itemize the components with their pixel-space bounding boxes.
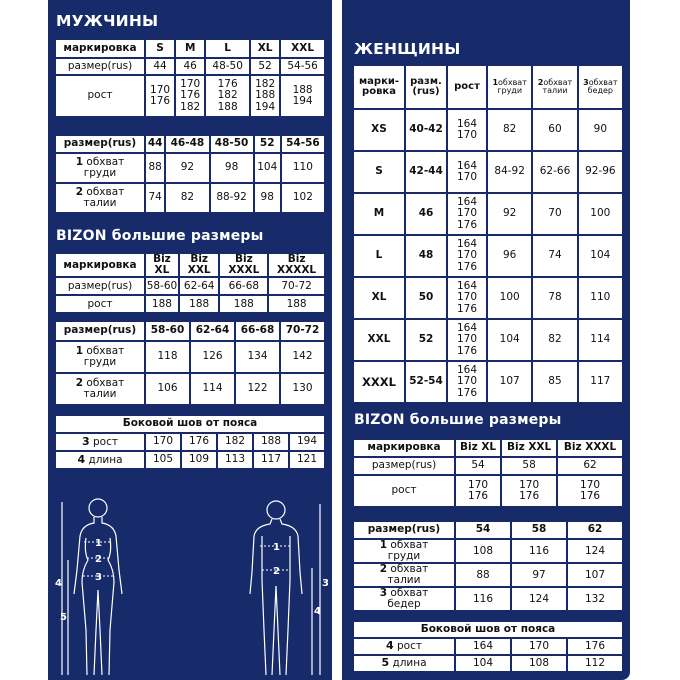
hips-cell: 110	[579, 278, 622, 318]
mark-cell: L	[354, 236, 404, 276]
height-cell: 170 176	[558, 476, 622, 506]
mark-cell: M	[354, 194, 404, 234]
mark-cell: XXXL	[354, 362, 404, 402]
chest-cell: 108	[456, 540, 510, 562]
chest-header: 1обхват груди	[488, 66, 531, 108]
chest-cell: 107	[488, 362, 531, 402]
size-cell: 40-42	[406, 110, 446, 150]
height-cell: 170 176	[502, 476, 556, 506]
size-cell: 70-72	[281, 322, 324, 340]
men-panel	[48, 0, 332, 680]
size-cell: 54-56	[281, 59, 324, 74]
hips-header: 3обхват бедер	[579, 66, 622, 108]
male-label-3: 3	[322, 578, 329, 589]
size-cell: 62	[568, 522, 622, 538]
chest-cell: 82	[488, 110, 531, 150]
chest-label: 1 обхват груди	[354, 540, 454, 562]
marking-label: маркировка	[354, 440, 454, 456]
men-size-table	[54, 38, 326, 118]
hips-cell: 114	[579, 320, 622, 360]
height-cell: 176	[182, 434, 216, 450]
waist-label: 2 обхват талии	[56, 374, 144, 404]
size-cell: 46-48	[166, 136, 208, 152]
female-label-1: 1	[95, 538, 102, 549]
waist-cell: 74	[533, 236, 576, 276]
size-cell: 62	[558, 458, 622, 474]
female-figure-icon	[50, 490, 160, 680]
height-label: 3 рост	[56, 434, 144, 450]
female-label-4: 4	[55, 578, 62, 589]
men-measure-table	[54, 134, 326, 214]
height-cell: 176 182 188	[206, 76, 249, 116]
mark-cell: XXL	[281, 40, 324, 57]
size-cell: 44	[146, 59, 174, 74]
height-cell: 188 194	[281, 76, 324, 116]
chest-cell: 96	[488, 236, 531, 276]
size-cell: 48-50	[211, 136, 253, 152]
chest-cell: 88	[146, 154, 164, 182]
men-bizon-title: BIZON большие размеры	[56, 228, 264, 244]
height-header: рост	[448, 66, 486, 108]
women-bizon-title: BIZON большие размеры	[354, 412, 562, 428]
size-label: размер(rus)	[56, 278, 144, 294]
chest-cell: 92	[488, 194, 531, 234]
hips-cell: 100	[579, 194, 622, 234]
size-cell: 52	[406, 320, 446, 360]
hips-cell: 104	[579, 236, 622, 276]
height-cell: 164 170	[448, 110, 486, 150]
mark-cell: S	[146, 40, 174, 57]
size-cell: 50	[406, 278, 446, 318]
height-cell: 188	[180, 296, 219, 312]
waist-cell: 70	[533, 194, 576, 234]
men-bizon-measure-table	[54, 320, 326, 406]
mark-cell: XL	[251, 40, 279, 57]
height-cell: 170	[146, 434, 180, 450]
height-label: 4 рост	[354, 639, 454, 654]
chest-cell: 100	[488, 278, 531, 318]
mark-cell: XS	[354, 110, 404, 150]
waist-cell: 107	[568, 564, 622, 586]
length-cell: 108	[512, 656, 566, 671]
height-label: рост	[56, 76, 144, 116]
height-cell: 164 170 176	[448, 236, 486, 276]
mark-cell: Biz XXL	[180, 254, 219, 276]
height-label: рост	[56, 296, 144, 312]
women-side-seam-table	[352, 620, 624, 673]
size-cell: 62-64	[191, 322, 234, 340]
size-cell: 70-72	[269, 278, 324, 294]
chest-cell: 142	[281, 342, 324, 372]
mark-cell: L	[206, 40, 249, 57]
height-cell: 164 170 176	[448, 194, 486, 234]
mark-cell: Biz XXXL	[558, 440, 622, 456]
chest-label: 1 обхват груди	[56, 154, 144, 182]
size-label: размер(rus)	[354, 522, 454, 538]
height-cell: 170 176	[456, 476, 500, 506]
mark-cell: Biz XXXXL	[269, 254, 324, 276]
size-cell: 58	[512, 522, 566, 538]
height-cell: 188	[254, 434, 288, 450]
hips-cell: 124	[512, 588, 566, 610]
size-label: размер(rus)	[56, 136, 144, 152]
waist-cell: 60	[533, 110, 576, 150]
waist-cell: 82	[166, 184, 208, 212]
size-cell: 44	[146, 136, 164, 152]
female-label-5: 5	[60, 612, 67, 623]
mark-cell: XXL	[354, 320, 404, 360]
length-cell: 109	[182, 452, 216, 468]
marking-header: марки- ровка	[354, 66, 404, 108]
height-cell: 164 170 176	[448, 278, 486, 318]
size-cell: 54-56	[282, 136, 324, 152]
men-title: МУЖЧИНЫ	[56, 12, 159, 30]
waist-cell: 122	[236, 374, 279, 404]
size-cell: 46	[176, 59, 204, 74]
waist-cell: 114	[191, 374, 234, 404]
mark-cell: S	[354, 152, 404, 192]
waist-label: 2 обхват талии	[56, 184, 144, 212]
female-label-2: 2	[95, 554, 102, 565]
length-cell: 112	[568, 656, 622, 671]
size-cell: 46	[406, 194, 446, 234]
male-label-2: 2	[273, 566, 280, 577]
length-cell: 121	[290, 452, 324, 468]
mark-cell: Biz XXL	[502, 440, 556, 456]
size-label: размер(rus)	[354, 458, 454, 474]
side-seam-title: Боковой шов от пояса	[354, 622, 622, 637]
mark-cell: Biz XXXL	[220, 254, 267, 276]
size-cell: 58-60	[146, 278, 178, 294]
women-title: ЖЕНЩИНЫ	[354, 40, 461, 58]
size-cell: 42-44	[406, 152, 446, 192]
chest-cell: 98	[211, 154, 253, 182]
size-cell: 66-68	[220, 278, 267, 294]
female-label-3: 3	[95, 572, 102, 583]
hips-cell: 117	[579, 362, 622, 402]
mark-cell: Biz XL	[456, 440, 500, 456]
male-label-1: 1	[273, 542, 280, 553]
size-label: размер(rus)	[56, 59, 144, 74]
height-label: рост	[354, 476, 454, 506]
height-cell: 188	[220, 296, 267, 312]
chest-cell: 126	[191, 342, 234, 372]
length-label: 5 длина	[354, 656, 454, 671]
waist-cell: 88-92	[211, 184, 253, 212]
mark-cell: M	[176, 40, 204, 57]
waist-label: 2 обхват талии	[354, 564, 454, 586]
hips-cell: 116	[456, 588, 510, 610]
waist-cell: 98	[255, 184, 280, 212]
women-bizon-table	[352, 438, 624, 508]
waist-cell: 106	[146, 374, 189, 404]
size-cell: 48	[406, 236, 446, 276]
size-cell: 58-60	[146, 322, 189, 340]
length-cell: 104	[456, 656, 510, 671]
length-cell: 113	[218, 452, 252, 468]
waist-cell: 97	[512, 564, 566, 586]
waist-cell: 62-66	[533, 152, 576, 192]
marking-label: маркировка	[56, 254, 144, 276]
women-size-table	[352, 64, 624, 404]
hips-cell: 92-96	[579, 152, 622, 192]
length-label: 4 длина	[56, 452, 144, 468]
mark-cell: Biz XL	[146, 254, 178, 276]
size-header: разм. (rus)	[406, 66, 446, 108]
size-cell: 52-54	[406, 362, 446, 402]
size-cell: 66-68	[236, 322, 279, 340]
women-bizon-measure-table	[352, 520, 624, 612]
height-cell: 188	[146, 296, 178, 312]
mark-cell: XL	[354, 278, 404, 318]
waist-cell: 102	[282, 184, 324, 212]
height-cell: 182	[218, 434, 252, 450]
height-cell: 170	[512, 639, 566, 654]
chest-cell: 92	[166, 154, 208, 182]
waist-cell: 74	[146, 184, 164, 212]
chest-cell: 116	[512, 540, 566, 562]
size-cell: 52	[255, 136, 280, 152]
chest-cell: 104	[255, 154, 280, 182]
male-label-4: 4	[314, 606, 321, 617]
hips-label: 3 обхват бедер	[354, 588, 454, 610]
size-cell: 52	[251, 59, 279, 74]
size-cell: 48-50	[206, 59, 249, 74]
chest-label: 1 обхват груди	[56, 342, 144, 372]
waist-cell: 85	[533, 362, 576, 402]
marking-label: маркировка	[56, 40, 144, 57]
length-cell: 105	[146, 452, 180, 468]
chest-cell: 118	[146, 342, 189, 372]
height-cell: 164	[456, 639, 510, 654]
height-cell: 176	[568, 639, 622, 654]
waist-cell: 130	[281, 374, 324, 404]
height-cell: 164 170 176	[448, 362, 486, 402]
size-cell: 62-64	[180, 278, 219, 294]
size-label: размер(rus)	[56, 322, 144, 340]
chest-cell: 104	[488, 320, 531, 360]
chest-cell: 124	[568, 540, 622, 562]
side-seam-title: Боковой шов от пояса	[56, 416, 324, 432]
size-cell: 54	[456, 458, 500, 474]
chest-cell: 134	[236, 342, 279, 372]
height-cell: 188	[269, 296, 324, 312]
height-cell: 170 176 182	[176, 76, 204, 116]
waist-header: 2обхват талии	[533, 66, 576, 108]
height-cell: 164 170	[448, 152, 486, 192]
waist-cell: 78	[533, 278, 576, 318]
hips-cell: 132	[568, 588, 622, 610]
waist-cell: 88	[456, 564, 510, 586]
chest-cell: 110	[282, 154, 324, 182]
size-cell: 58	[502, 458, 556, 474]
men-bizon-table	[54, 252, 326, 314]
women-panel	[342, 0, 630, 680]
height-cell: 182 188 194	[251, 76, 279, 116]
height-cell: 170 176	[146, 76, 174, 116]
waist-cell: 82	[533, 320, 576, 360]
length-cell: 117	[254, 452, 288, 468]
chest-cell: 84-92	[488, 152, 531, 192]
men-side-seam-table	[54, 414, 326, 470]
height-cell: 164 170 176	[448, 320, 486, 360]
male-figure-icon	[240, 490, 332, 680]
size-cell: 54	[456, 522, 510, 538]
height-cell: 194	[290, 434, 324, 450]
hips-cell: 90	[579, 110, 622, 150]
